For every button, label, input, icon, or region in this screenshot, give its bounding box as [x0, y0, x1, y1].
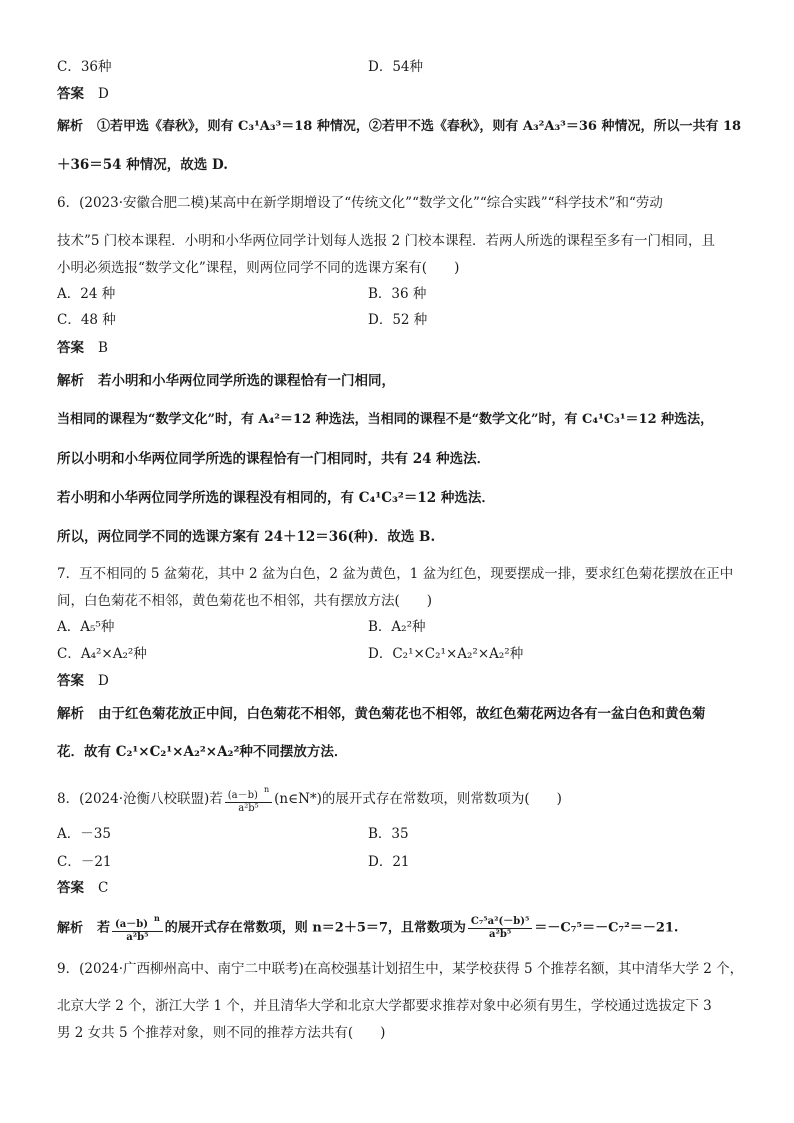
q5-option-d: D．54种 — [368, 59, 424, 75]
q6-stem-line-1: 6．(2023·安徽合肥二模)某高中在新学期增设了“传统文化”“数学文化”“综合实践”“科学技术”和“劳动 — [57, 195, 663, 211]
q5-option-c: C．36种 — [57, 59, 112, 75]
analysis-label: 解析 — [57, 373, 84, 389]
fraction-denominator: a²b⁵ — [126, 932, 149, 943]
q8-stem — [57, 784, 562, 815]
q8-fraction — [225, 784, 272, 815]
answer-value: C — [98, 880, 109, 896]
q7-stem-line-2: 间，白色菊花不相邻，黄色菊花也不相邻，共有摆放方法( ) — [57, 593, 433, 609]
q6-option-a: A．24 种 — [57, 286, 116, 302]
q6-option-c: C．48 种 — [57, 312, 116, 328]
q5-answer — [57, 85, 109, 103]
q5-analysis-line-1 — [57, 118, 741, 136]
q7-option-b: B．A₂²种 — [368, 619, 426, 635]
analysis-end: ＝－C₇⁵＝－C₇²＝－21. — [534, 920, 679, 936]
fraction-numerator: (a－b) — [115, 919, 148, 930]
q8-option-b: B．35 — [368, 826, 409, 842]
analysis-text: ①若甲选《春秋》，则有 C₃¹A₃³＝18 种情况，②若甲不选《春秋》，则有 A₃²A₃³＝36 种情况，所以一共有 18 — [97, 119, 742, 134]
q8-stem-prefix: 8．(2024·沧衡八校联盟)若 — [57, 791, 223, 807]
q9-stem-line-1: 9．(2024·广西柳州高中、南宁二中联考)在高校强基计划招生中，某学校获得 5 个推荐名额，其中清华大学 2 个， — [57, 961, 744, 977]
q7-option-a: A．A₅⁵种 — [57, 619, 115, 635]
q6-analysis-line-2: 当相同的课程为“数学文化”时，有 A₄²＝12 种选法，当相同的课程不是“数学文化”时，有 C₄¹C₃¹＝12 种选法， — [57, 412, 714, 427]
answer-label: 答案 — [57, 340, 84, 356]
q8-analysis — [57, 912, 678, 944]
q7-analysis-line-1 — [57, 705, 706, 723]
q8-option-c: C．－21 — [57, 854, 112, 870]
fraction-numerator: C₇⁵a²(－b)⁵ — [468, 916, 532, 929]
q7-answer — [57, 672, 109, 690]
q7-analysis-line-2: 花．故有 C₂¹×C₂¹×A₂²×A₂²种不同摆放方法． — [57, 744, 348, 760]
analysis-text: 由于红色菊花放正中间，白色菊花不相邻，黄色菊花也不相邻，故红色菊花两边各有一盆白色和黄色菊 — [98, 706, 706, 722]
q8-stem-suffix: (n∈N*)的展开式存在常数项，则常数项为( ) — [274, 791, 562, 807]
q6-analysis-line-3: 所以小明和小华两位同学所选的课程恰有一门相同时，共有 24 种选法． — [57, 451, 491, 467]
analysis-fraction-2 — [468, 916, 532, 941]
answer-label: 答案 — [57, 880, 84, 896]
analysis-prefix: 若 — [97, 920, 111, 936]
answer-value: D — [98, 86, 109, 102]
answer-label: 答案 — [57, 86, 84, 102]
q6-stem-line-2: 技术”5 门校本课程．小明和小华两位同学计划每人选报 2 门校本课程．若两人所选的课程至多有一门相同，且 — [57, 233, 715, 249]
q5-analysis-line-2: ＋36＝54 种情况，故选 D. — [57, 157, 228, 173]
fraction-denominator: a²b⁵ — [238, 803, 259, 814]
q6-analysis-line-5: 所以，两位同学不同的选课方案有 24＋12＝36(种)．故选 B. — [57, 529, 436, 545]
q7-option-d: D．C₂¹×C₂¹×A₂²×A₂²种 — [368, 646, 524, 662]
analysis-label: 解析 — [57, 706, 84, 722]
q6-stem-line-3: 小明必须选报“数学文化”课程，则两位同学不同的选课方案有( ) — [57, 260, 460, 276]
q6-option-d: D．52 种 — [368, 312, 428, 328]
q8-option-a: A．－35 — [57, 826, 111, 842]
q7-option-c: C．A₄²×A₂²种 — [57, 646, 147, 662]
fraction-numerator: (a－b) — [227, 790, 258, 801]
answer-label: 答案 — [57, 673, 84, 689]
fraction-exponent: n — [263, 785, 270, 794]
q6-answer — [57, 339, 108, 357]
q6-option-b: B．36 种 — [368, 286, 427, 302]
fraction-exponent: n — [153, 913, 160, 923]
answer-value: B — [98, 340, 108, 356]
answer-value: D — [98, 673, 109, 689]
analysis-mid: 的展开式存在常数项，则 n＝2＋5＝7，且常数项为 — [164, 920, 466, 936]
q9-stem-line-3: 男 2 女共 5 个推荐对象，则不同的推荐方法共有( ) — [57, 1025, 386, 1041]
q6-analysis-line-1 — [57, 372, 395, 390]
q8-answer — [57, 879, 108, 897]
analysis-text: 若小明和小华两位同学所选的课程恰有一门相同， — [98, 373, 395, 389]
q9-stem-line-2: 北京大学 2 个，浙江大学 1 个，并且清华大学和北京大学都要求推荐对象中必须有男生，学校通过选拔定下 3 — [57, 998, 712, 1014]
q7-stem-line-1: 7．互不相同的 5 盆菊花，其中 2 盆为白色，2 盆为黄色，1 盆为红色，现要摆成一排，要求红色菊花摆放在正中 — [57, 566, 734, 582]
analysis-label: 解析 — [57, 119, 84, 134]
analysis-label: 解析 — [57, 920, 84, 936]
q6-analysis-line-4: 若小明和小华两位同学所选的课程没有相同的，有 C₄¹C₃²＝12 种选法． — [57, 490, 495, 506]
q8-option-d: D．21 — [368, 854, 410, 870]
analysis-fraction-1 — [112, 912, 163, 944]
fraction-denominator: a²b⁵ — [489, 928, 512, 940]
